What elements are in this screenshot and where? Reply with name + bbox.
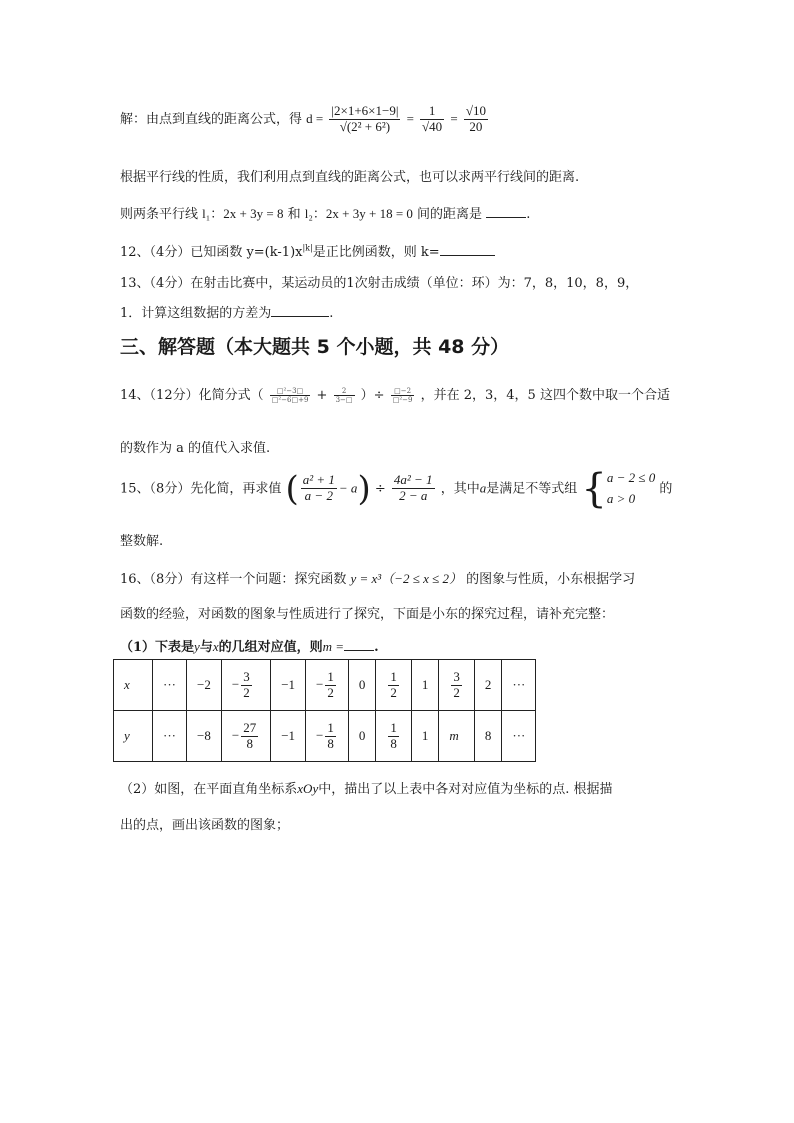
question-15-line-1: 15、（8分）先化简，再求值 ( $\frac{\text{a² + 1}}{a - 2}$ − a) ÷ $\frac{\text{4a² − 1}}{2 - a}$ ，其中a是满足不等式组 { a − 2 ≤ 0 a > 0 的 <box>120 465 673 512</box>
answer-blank[interactable] <box>271 304 329 317</box>
table-cell: 1 <box>411 711 439 762</box>
fraction-numerator: □²−3□ <box>270 387 311 396</box>
equals-sign: = <box>406 110 414 126</box>
table-header-y: y <box>114 711 153 762</box>
table-cell: −8 <box>187 711 222 762</box>
table-cell: 0 <box>348 711 376 762</box>
fraction-numerator: a² + 1 <box>302 472 335 488</box>
fraction-numerator: 1 <box>420 104 444 120</box>
question-14-line-2: 的数作为 a 的值代入求值. <box>120 441 271 456</box>
text: ，其中 <box>440 481 480 497</box>
question-15-text: 15、（8分）先化简，再求值 <box>120 481 282 497</box>
question-16-line-2: 函数的经验，对函数的图象与性质进行了探究，下面是小东的探究过程，请补充完整： <box>120 607 615 622</box>
table-cell-ellipsis: ··· <box>153 660 187 711</box>
text: 和 <box>287 207 301 222</box>
table-cell: −1 <box>271 660 306 711</box>
table-cell: −1 <box>271 711 306 762</box>
text: 与 <box>199 640 213 655</box>
paragraph-two-lines: 则两条平行线 l₁：2x + 3y = 8 和 l₂：2x + 3y + 18 = 0 间的距离是 . <box>120 206 531 222</box>
table-cell-ellipsis: ··· <box>153 711 187 762</box>
text: （2）如图，在平面直角坐标系 <box>120 782 298 797</box>
fraction-denominator: □²−6□+9 <box>271 396 309 404</box>
question-16-part-2-line-1 <box>120 778 612 797</box>
table-row-x <box>114 660 536 711</box>
answer-blank[interactable] <box>486 205 526 218</box>
question-15-line-2: 整数解. <box>120 534 164 549</box>
text: （1）下表是 <box>120 640 195 655</box>
text: 的几组对应值，则 <box>218 640 323 655</box>
distance-fraction <box>329 104 400 135</box>
value-table <box>113 659 536 762</box>
distance-numerator: |2×1+6×1−9| <box>331 103 399 118</box>
variable-m: m = <box>322 639 345 654</box>
equals-sign: = <box>450 110 458 126</box>
line-l2-equation: l₂：2x + 3y + 18 = 0 <box>304 206 413 221</box>
fraction-denominator: 2 − a <box>399 488 428 504</box>
answer-blank[interactable] <box>344 638 374 651</box>
fraction-numerator: √10 <box>465 103 486 118</box>
fraction-numerator: 4a² − 1 <box>393 472 433 488</box>
divide-sign: ÷ <box>374 481 386 497</box>
fraction-numerator: 2 <box>334 387 355 396</box>
solution-d: d = <box>306 110 324 126</box>
variable-a: a <box>479 480 487 496</box>
solution-line <box>120 104 490 135</box>
table-cell: 2 <box>474 660 502 711</box>
text: 间的距离是 <box>417 207 483 222</box>
table-cell: $\frac{3}{2}$ <box>439 660 475 711</box>
inequality-1: a − 2 ≤ 0 <box>606 470 656 485</box>
question-14-text: 14、（12分）化简分式（ <box>120 388 264 403</box>
table-cell: $\frac{1}{8}$ <box>376 711 412 762</box>
fraction-result <box>464 104 488 135</box>
paragraph-parallel-lines: 根据平行线的性质，我们利用点到直线的距离公式，也可以求两平行线间的距离. <box>120 170 580 185</box>
question-13-line-1: 13、（4分）在射击比赛中，某运动员的1次射击成绩（单位：环）为：7，8，10，8，9， <box>120 276 639 291</box>
solution-prefix: 解：由点到直线的距离公式，得 <box>120 111 303 127</box>
divide-sign: ）÷ <box>360 388 385 403</box>
table-cell: − $\frac{1}{2}$ <box>306 660 349 711</box>
section-heading: 三、解答题（本大题共 5 个小题，共 48 分） <box>120 336 510 358</box>
question-16-line-1 <box>120 568 635 587</box>
text: 的 <box>659 481 673 497</box>
fraction-denominator: a − 2 <box>304 488 333 504</box>
table-header-x: x <box>114 660 153 711</box>
text: 中，描出了以上表中各对对应值为坐标的点. 根据描 <box>318 782 613 797</box>
text: 是满足不等式组 <box>486 481 578 497</box>
table-cell: 1 <box>411 660 439 711</box>
table-cell-ellipsis: ··· <box>502 711 536 762</box>
variable-y: y <box>194 639 200 654</box>
table-row-y <box>114 711 536 762</box>
line-l1-equation: l₁：2x + 3y = 8 <box>202 206 284 221</box>
question-12 <box>120 241 495 260</box>
question-12-text: 12、（4分）已知函数 y=(k-1)x <box>120 245 303 260</box>
text: 则两条平行线 <box>120 207 199 222</box>
question-14-text-b: ，并在 2，3，4，5 这四个数中取一个合适 <box>420 388 670 403</box>
variable-x: x <box>212 639 219 654</box>
table-cell-m: m <box>439 711 475 762</box>
table-cell: 0 <box>348 660 376 711</box>
inequality-2: a > 0 <box>606 490 636 506</box>
fraction-numerator: □−2 <box>391 387 415 396</box>
fraction-broken-3 <box>391 387 415 404</box>
table-cell: − $\frac{3}{2}$ <box>221 660 270 711</box>
question-13-line-2: 1．计算这组数据的方差为 . <box>120 306 334 321</box>
fraction-broken-2 <box>334 387 355 404</box>
function-expression: y = x³（−2 ≤ x ≤ 2） <box>350 571 462 586</box>
fraction-broken-1 <box>270 387 311 404</box>
fraction-1-over-sqrt40 <box>420 104 444 135</box>
table-cell: $\frac{1}{2}$ <box>376 660 412 711</box>
table-cell: 8 <box>474 711 502 762</box>
distance-denominator: √(2² + 6²) <box>339 118 391 134</box>
question-16-part-2-line-2: 出的点，画出该函数的图象； <box>120 818 290 833</box>
minus-a: − a <box>338 480 358 496</box>
answer-blank[interactable] <box>440 243 495 256</box>
fraction-denominator: 3−□ <box>335 396 353 404</box>
question-13-text: 1．计算这组数据的方差为 <box>120 306 272 321</box>
fraction-a2plus1 <box>301 473 337 504</box>
question-12-text-b: 是正比例函数，则 k= <box>312 245 440 260</box>
fraction-denominator: 20 <box>469 118 483 134</box>
table-cell-ellipsis: ··· <box>502 660 536 711</box>
question-16-text: 16、（8分）有这样一个问题：探究函数 <box>120 572 347 587</box>
exponent: |k| <box>302 243 313 253</box>
question-14-line-1 <box>120 384 670 404</box>
table-cell: − $\frac{1}{8}$ <box>306 711 349 762</box>
coordinate-system: xOy <box>297 781 319 796</box>
table-cell: −2 <box>187 660 222 711</box>
plus-sign: + <box>316 388 328 403</box>
table-cell: − $\frac{27}{8}$ <box>221 711 270 762</box>
question-16-text-b: 的图象与性质，小东根据学习 <box>466 572 636 587</box>
fraction-4a2minus1 <box>392 473 435 504</box>
fraction-denominator: □²−9 <box>392 396 413 404</box>
question-16-part-1: （1）下表是y与x的几组对应值，则m = . <box>120 639 379 655</box>
inequality-system <box>607 468 655 510</box>
fraction-denominator: √40 <box>422 118 443 134</box>
